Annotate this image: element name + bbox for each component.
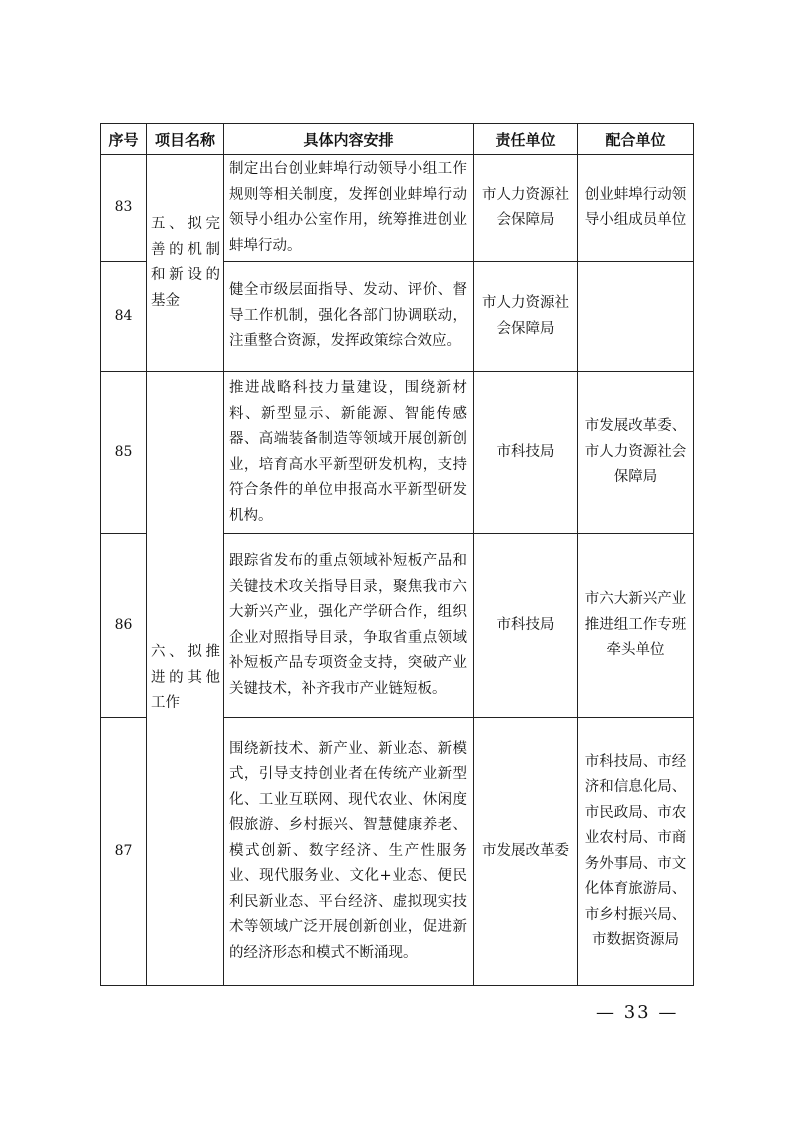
content-cell: 制定出台创业蚌埠行动领导小组工作规则等相关制度，发挥创业蚌埠行动领导小组办公室作用，统筹推进创业蚌埠行动。	[224, 155, 474, 262]
row-number: 84	[101, 262, 147, 372]
content-cell: 围绕新技术、新产业、新业态、新模式，引导支持创业者在传统产业新型化、工业互联网、现代农业、休闲度假旅游、乡村振兴、智慧健康养老、模式创新、数字经济、生产性服务业、现代服务业、文化+业态、便民利民新业态、平台经济、虚拟现实技术等领域广泛开展创新创业，促进新的经济形态和模式不断涌现。	[224, 718, 474, 986]
header-no: 序号	[101, 124, 147, 155]
table-row	[101, 372, 694, 534]
cooperating-unit: 创业蚌埠行动领导小组成员单位	[578, 155, 694, 262]
table-row	[101, 155, 694, 262]
table-header-row	[101, 124, 694, 155]
project-group-cell	[147, 155, 224, 372]
row-number: 85	[101, 372, 147, 534]
task-table	[100, 123, 694, 986]
row-number: 86	[101, 534, 147, 718]
project-name: 五、拟完善的机制和新设的基金	[151, 216, 220, 309]
content-cell: 健全市级层面指导、发动、评价、督导工作机制，强化各部门协调联动，注重整合资源，发挥政策综合效应。	[224, 262, 474, 372]
cooperating-unit: 市科技局、市经济和信息化局、市民政局、市农业农村局、市商务外事局、市文化体育旅游局、市乡村振兴局、市数据资源局	[578, 718, 694, 986]
header-cooperate: 配合单位	[578, 124, 694, 155]
cooperating-unit: 市发展改革委、市人力资源社会保障局	[578, 372, 694, 534]
cooperating-unit	[578, 262, 694, 372]
content-cell: 推进战略科技力量建设，围绕新材料、新型显示、新能源、智能传感器、高端装备制造等领域开展创新创业，培育高水平新型研发机构，支持符合条件的单位申报高水平新型研发机构。	[224, 372, 474, 534]
responsible-unit: 市发展改革委	[474, 718, 578, 986]
responsible-unit: 市科技局	[474, 372, 578, 534]
page-number: — 33 —	[596, 1002, 679, 1023]
header-content: 具体内容安排	[224, 124, 474, 155]
header-responsible: 责任单位	[474, 124, 578, 155]
responsible-unit: 市人力资源社会保障局	[474, 155, 578, 262]
row-number: 87	[101, 718, 147, 986]
project-group-cell	[147, 372, 224, 986]
responsible-unit: 市科技局	[474, 534, 578, 718]
content-cell: 跟踪省发布的重点领域补短板产品和关键技术攻关指导目录，聚焦我市六大新兴产业，强化产学研合作，组织企业对照指导目录，争取省重点领域补短板产品专项资金支持，突破产业关键技术，补齐我市产业链短板。	[224, 534, 474, 718]
row-number: 83	[101, 155, 147, 262]
header-project: 项目名称	[147, 124, 224, 155]
cooperating-unit: 市六大新兴产业推进组工作专班牵头单位	[578, 534, 694, 718]
project-name: 六、拟推进的其他工作	[151, 644, 220, 712]
responsible-unit: 市人力资源社会保障局	[474, 262, 578, 372]
